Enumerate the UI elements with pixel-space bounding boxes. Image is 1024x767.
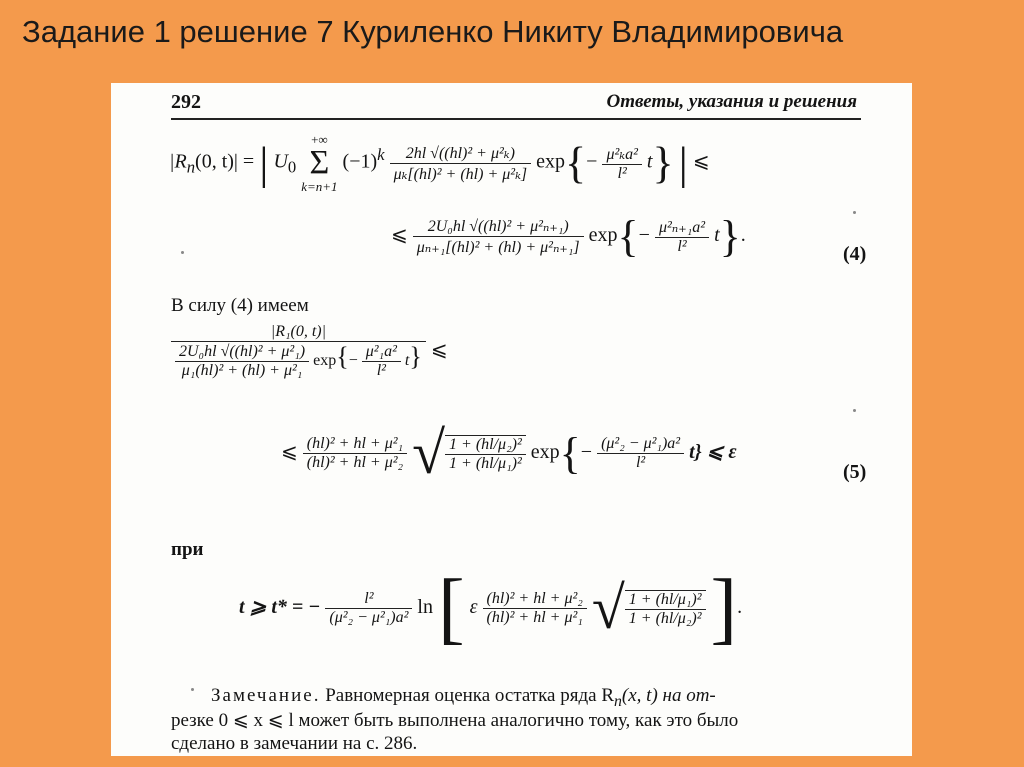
remark-line-1: Замечание. Равномерная оценка остатка ряда $R_n(x$, t) на от- <box>211 685 716 710</box>
formula-remainder-bound-2: ⩽ $\frac{\text{2U₀hl √((hl)² + μ²ₙ₊₁)}}{\text{μₙ₊₁[(hl)² + (hl) + μ²ₙ₊₁]}}$ exp{− $\frac{\text{μ²ₙ₊₁a²}}{\text{l²}}$ t}. <box>391 212 746 261</box>
formula-time-threshold: t ⩾ t* = − $\frac{\text{l²}}{\text{(μ²₂ − μ²₁)a²}}$ ln [ ε $\frac{\text{(hl)² + hl + μ²₂}}{\text{(hl)² + hl + μ²₁}}$ √ $\frac{\text{1 + (hl/μ₁)²}}{\text{1 + (hl/μ₂)²}}$ ]. <box>239 564 743 652</box>
formula-estimate-5: ⩽ $\frac{\text{(hl)² + hl + μ²₁}}{\text{(hl)² + hl + μ²₂}}$ √ $\frac{\text{1 + (hl/μ₂)²}}{\text{1 + (hl/μ₁)²}}$ exp{− $\frac{\text{(μ²₂ − μ²₁)a²}}{\text{l²}}$ t} ⩽ ε <box>281 420 737 486</box>
scan-speck <box>853 409 856 412</box>
fraction-exponent: $\frac{\text{μ²ₖa²}}{\text{l²}}$ <box>602 144 641 183</box>
equation-label-5: (5) <box>843 461 867 483</box>
sum-symbol: +∞ Σ k=n+1 <box>301 132 338 194</box>
fraction-term: $\frac{\text{2hl √((hl)² + μ²ₖ)}}{\text{μₖ[(hl)² + (hl) + μ²ₖ]}}$ <box>390 143 532 184</box>
text-pri: при <box>171 539 204 560</box>
running-head: Ответы, указания и решения <box>606 91 857 112</box>
formula-remainder-bound: $|R_n(0$, t)| = | $U_0$ +∞ Σ k=n+1 $(-1)^k$ $\frac{\text{2hl √((hl)² + μ²ₖ)}}{\text{μₖ[(hl)² + (hl) + μ²ₖ]}}$ exp{− $\frac{\text{μ²ₖa²}}{\text{l²}}$ t} | ⩽ <box>169 132 710 194</box>
scan-speck <box>853 211 856 214</box>
formula-ratio: |R₁(0, t)| $\frac{\text{2U₀hl √((hl)² + μ²₁)}}{\text{μ₁(hl)² + (hl) + μ²₁}}$ exp{− $\frac{\text{μ²₁a²}}{\text{l²}}$ t} ⩽ <box>171 323 448 380</box>
scan-speck <box>191 688 194 691</box>
page-number: 292 <box>171 91 201 113</box>
remark-line-2: резке 0 ⩽ x ⩽ l может быть выполнена аналогично тому, как это было <box>171 710 739 731</box>
scanned-page <box>111 83 912 756</box>
scan-speck <box>181 251 184 254</box>
header-rule <box>171 118 861 120</box>
equation-label-4: (4) <box>843 243 867 265</box>
slide-title: Задание 1 решение 7 Куриленко Никиту Владимировича <box>22 14 844 49</box>
remark-line-3: сделано в замечании на с. 286. <box>171 733 418 754</box>
text-v-silu: В силу (4) имеем <box>171 295 309 316</box>
